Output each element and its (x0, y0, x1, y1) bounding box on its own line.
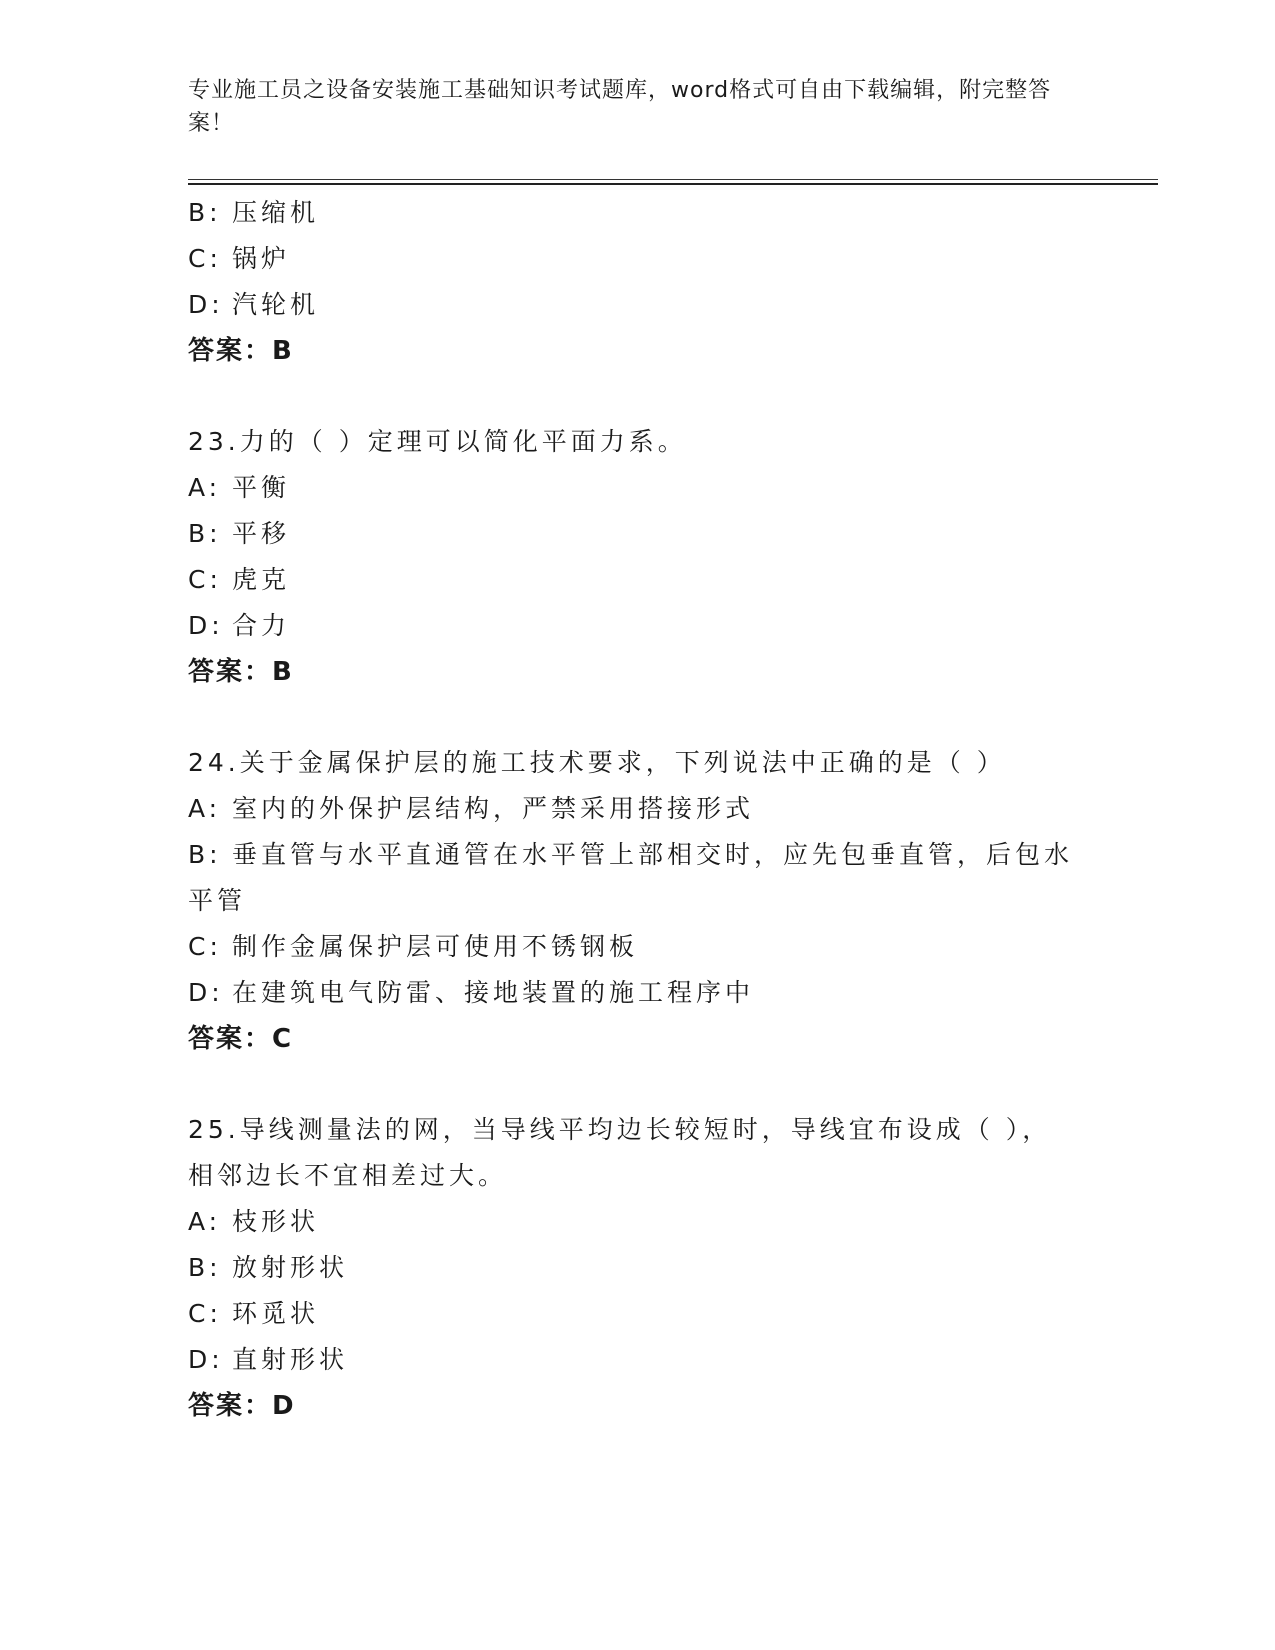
header-divider-thick (188, 183, 1158, 185)
option-a: A: 平衡 (188, 473, 291, 502)
header-divider-thin (188, 179, 1158, 180)
option-d: D: 直射形状 (188, 1345, 349, 1374)
question-23 (188, 419, 1088, 695)
option-a: A: 枝形状 (188, 1207, 320, 1236)
question-list (188, 190, 1088, 1429)
option-c: C: 锅炉 (188, 244, 291, 273)
question-25 (188, 1107, 1088, 1429)
question-text: 25.导线测量法的网，当导线平均边长较短时，导线宜布设成（ ），相邻边长不宜相差过大。 (188, 1115, 1052, 1190)
option-d: D: 合力 (188, 611, 291, 640)
option-b: B: 压缩机 (188, 198, 320, 227)
answer: 答案：B (188, 336, 294, 366)
option-c: C: 制作金属保护层可使用不锈钢板 (188, 932, 639, 961)
question-text: 23.力的（ ）定理可以简化平面力系。 (188, 427, 687, 456)
answer: 答案：B (188, 657, 294, 687)
option-b: B: 放射形状 (188, 1253, 349, 1282)
answer: 答案：D (188, 1391, 296, 1421)
option-d: D: 汽轮机 (188, 290, 320, 319)
option-c: C: 环觅状 (188, 1299, 320, 1328)
option-b: B: 平移 (188, 519, 291, 548)
option-d: D: 在建筑电气防雷、接地装置的施工程序中 (188, 978, 755, 1007)
question-24 (188, 740, 1088, 1062)
option-b: B: 垂直管与水平直通管在水平管上部相交时，应先包垂直管，后包水平管 (188, 840, 1074, 915)
document-header: 专业施工员之设备安装施工基础知识考试题库，word格式可自由下载编辑，附完整答案！ (188, 78, 1052, 136)
option-c: C: 虎克 (188, 565, 291, 594)
answer: 答案：C (188, 1024, 294, 1054)
question-22 (188, 190, 1088, 374)
option-a: A: 室内的外保护层结构，严禁采用搭接形式 (188, 794, 755, 823)
question-text: 24.关于金属保护层的施工技术要求，下列说法中正确的是（ ） (188, 748, 1006, 777)
